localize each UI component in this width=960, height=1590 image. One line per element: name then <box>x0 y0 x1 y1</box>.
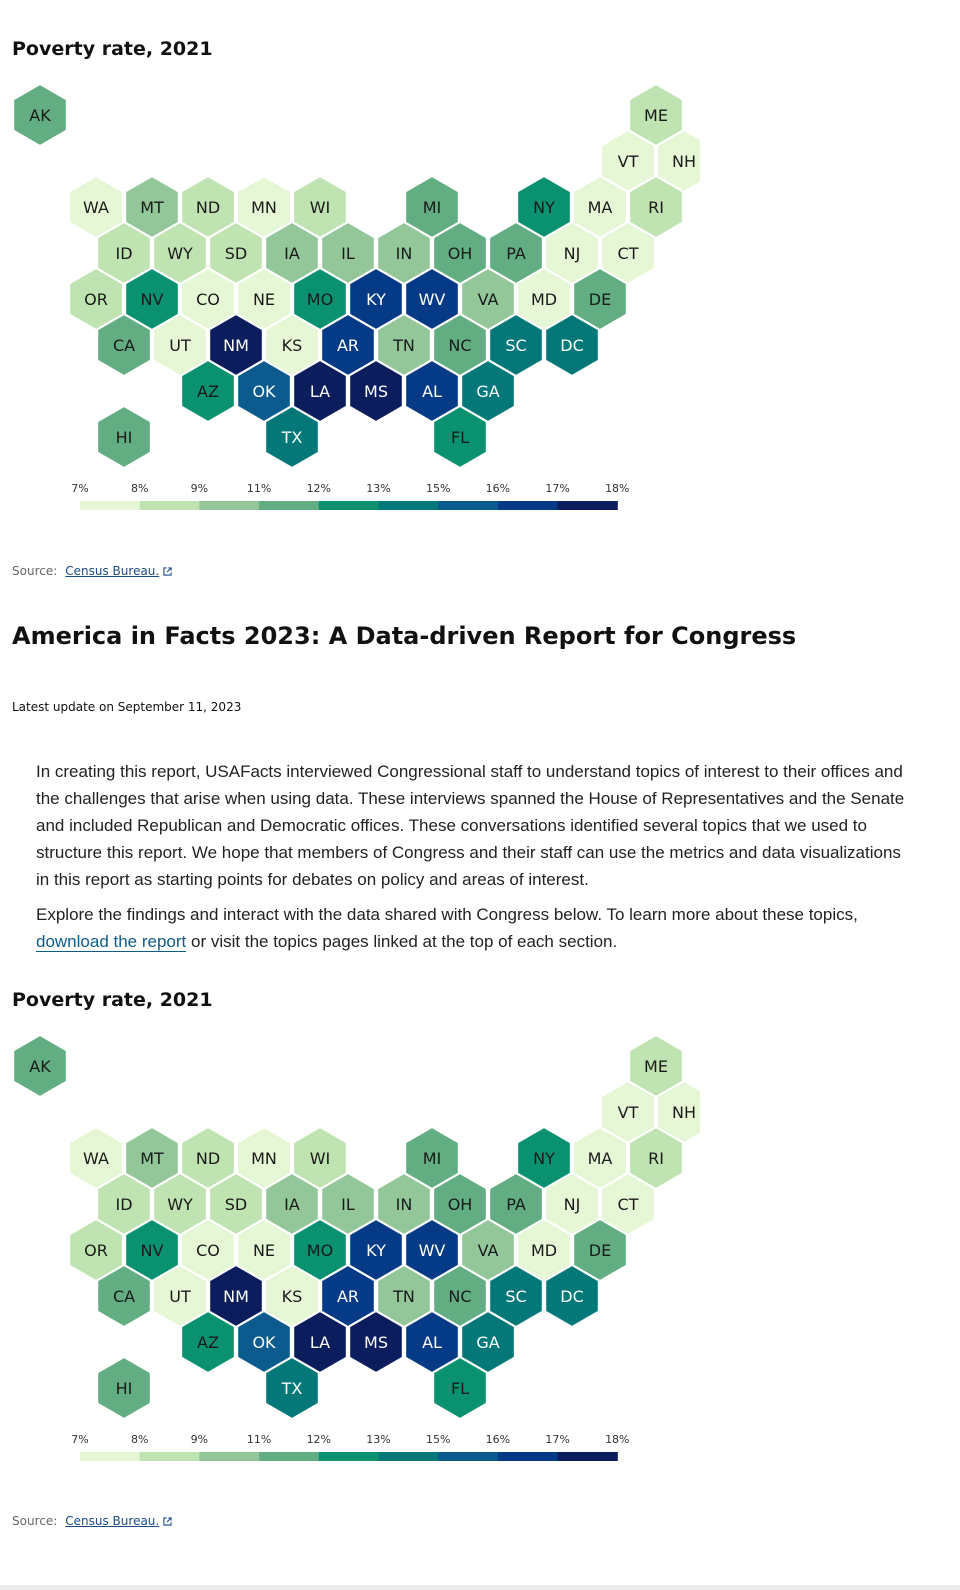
legend-tick-label: 7% <box>71 482 89 495</box>
state-label: MS <box>364 382 388 401</box>
state-hex-hi[interactable] <box>97 1357 151 1419</box>
state-label: SC <box>505 1287 527 1306</box>
state-label: FL <box>450 428 470 447</box>
state-label: DC <box>560 1287 584 1306</box>
legend-swatch <box>259 1452 319 1461</box>
chart-title: Poverty rate, 2021 <box>12 38 213 60</box>
legend-tick-label: 16% <box>485 1433 511 1446</box>
state-label: HI <box>115 1379 133 1398</box>
state-label: ME <box>644 1057 668 1076</box>
state-label: WI <box>309 1149 331 1168</box>
state-hex-ak[interactable] <box>13 84 67 146</box>
legend-swatch <box>80 501 140 510</box>
intro-paragraph-1: In creating this report, USAFacts interviewed Congressional staff to understand topics of interest to their offices and the challenges that arise when using data. These interviews spanned the House of Representatives and the Senate and included Republican and Democratic offices. These conversations identified several topics that we used to structure this report. We hope that members of Congress and their staff can use the metrics and data visualizations in this report as starting points for debates on policy and areas of interest. <box>36 762 905 889</box>
state-label: NC <box>448 336 472 355</box>
state-hex-hi[interactable] <box>97 406 151 468</box>
state-label: SC <box>505 336 527 355</box>
state-label: TX <box>281 428 303 447</box>
state-label: NH <box>672 152 696 171</box>
state-label: MO <box>306 1241 334 1260</box>
state-label: IL <box>341 244 355 263</box>
state-label: WI <box>309 198 331 217</box>
legend-swatch <box>498 501 558 510</box>
download-report-link[interactable]: download the report <box>36 932 187 951</box>
state-label: WY <box>167 1195 193 1214</box>
state-label: NY <box>533 198 555 217</box>
source-line <box>12 564 172 578</box>
state-label: RI <box>648 198 664 217</box>
state-label: MA <box>587 198 613 217</box>
legend-tick-label: 13% <box>366 1433 391 1446</box>
external-link-icon <box>163 567 172 576</box>
state-label: CO <box>196 1241 220 1260</box>
state-label: OH <box>447 244 473 263</box>
legend-tick-label: 12% <box>306 482 332 495</box>
intro-paragraph-2: Explore the findings and interact with the data shared with Congress below. To learn more about these topics, download the report or visit the topics pages linked at the top of each section. <box>36 905 858 951</box>
state-label: AZ <box>197 382 219 401</box>
state-label: MT <box>140 1149 164 1168</box>
source-label: Source: <box>12 1514 58 1528</box>
legend-tick-label: 13% <box>366 482 391 495</box>
legend-tick-label: 12% <box>306 1433 332 1446</box>
legend-swatch <box>319 1452 379 1461</box>
legend-swatch <box>199 501 259 510</box>
page-bottom-bar <box>0 1585 960 1590</box>
state-label: NJ <box>563 1195 581 1214</box>
legend-tick-label: 11% <box>246 482 272 495</box>
legend-tick-label: 8% <box>130 482 149 495</box>
state-label: IA <box>284 1195 300 1214</box>
hex-map <box>0 80 700 475</box>
legend-swatch <box>438 501 498 510</box>
state-label: WA <box>83 198 109 217</box>
legend-swatch <box>379 1452 439 1461</box>
state-label: IL <box>341 1195 355 1214</box>
state-label: UT <box>169 1287 191 1306</box>
legend-tick-label: 9% <box>190 482 209 495</box>
state-label: KS <box>281 1287 303 1306</box>
state-label: FL <box>450 1379 470 1398</box>
legend-tick-label: 15% <box>425 482 451 495</box>
legend-swatch <box>438 1452 498 1461</box>
state-label: VT <box>617 152 639 171</box>
state-label: NY <box>533 1149 555 1168</box>
state-label: LA <box>309 382 331 401</box>
state-label: NH <box>672 1103 696 1122</box>
state-label: VA <box>477 290 499 309</box>
state-label: MD <box>530 290 558 309</box>
state-label: KY <box>366 290 386 309</box>
state-label: WV <box>418 1241 446 1260</box>
state-label: OH <box>447 1195 473 1214</box>
state-label: WA <box>83 1149 109 1168</box>
state-label: CT <box>617 1195 639 1214</box>
state-label: AK <box>29 1057 51 1076</box>
legend-swatch <box>498 1452 558 1461</box>
state-label: CO <box>196 290 220 309</box>
state-label: AR <box>336 1287 360 1306</box>
source-line <box>12 1514 172 1528</box>
state-label: ME <box>644 106 668 125</box>
external-link-icon <box>163 1517 172 1526</box>
report-title: America in Facts 2023: A Data-driven Report for Congress <box>12 622 797 650</box>
legend-tick-label: 17% <box>545 482 570 495</box>
legend-swatch <box>558 1452 618 1461</box>
state-label: UT <box>169 336 191 355</box>
state-label: IA <box>284 244 300 263</box>
state-label: ID <box>115 244 133 263</box>
source-link[interactable]: Census Bureau. <box>65 1514 172 1528</box>
state-label: TX <box>281 1379 303 1398</box>
state-label: MI <box>422 198 442 217</box>
state-label: TN <box>393 1287 415 1306</box>
last-update: Latest update on September 11, 2023 <box>12 700 242 714</box>
state-label: OK <box>252 1333 276 1352</box>
state-label: WY <box>167 244 193 263</box>
state-label: NV <box>140 1241 164 1260</box>
state-label: CA <box>112 336 136 355</box>
legend-swatch <box>379 501 439 510</box>
state-label: AL <box>422 382 442 401</box>
legend-swatch <box>558 501 618 510</box>
state-label: SD <box>224 244 248 263</box>
state-label: OR <box>84 290 108 309</box>
state-label: MN <box>251 1149 277 1168</box>
state-label: MN <box>251 198 277 217</box>
state-label: DE <box>588 290 612 309</box>
color-legend <box>0 478 700 518</box>
state-label: RI <box>648 1149 664 1168</box>
state-label: OR <box>84 1241 108 1260</box>
legend-tick-label: 17% <box>545 1433 570 1446</box>
chart-title: Poverty rate, 2021 <box>12 989 213 1011</box>
state-label: SD <box>224 1195 248 1214</box>
state-label: DC <box>560 336 584 355</box>
state-label: CA <box>112 1287 136 1306</box>
legend-tick-label: 11% <box>246 1433 272 1446</box>
state-label: PA <box>506 1195 526 1214</box>
intro-text <box>36 758 916 963</box>
state-label: KS <box>281 336 303 355</box>
legend-swatch <box>259 501 319 510</box>
state-label: MS <box>364 1333 388 1352</box>
state-label: MO <box>306 290 334 309</box>
legend-swatch <box>319 501 379 510</box>
source-label: Source: <box>12 564 58 578</box>
state-label: NV <box>140 290 164 309</box>
state-label: VT <box>617 1103 639 1122</box>
legend-tick-label: 15% <box>425 1433 451 1446</box>
state-label: MI <box>422 1149 442 1168</box>
state-label: GA <box>476 1333 500 1352</box>
state-label: MA <box>587 1149 613 1168</box>
state-label: NE <box>252 290 276 309</box>
legend-swatch <box>140 501 200 510</box>
legend-swatch <box>140 1452 200 1461</box>
state-label: DE <box>588 1241 612 1260</box>
state-label: IN <box>395 244 413 263</box>
state-label: AZ <box>197 1333 219 1352</box>
state-label: NJ <box>563 244 581 263</box>
state-label: PA <box>506 244 526 263</box>
legend-swatch <box>80 1452 140 1461</box>
state-label: WV <box>418 290 446 309</box>
legend-tick-label: 18% <box>605 1433 630 1446</box>
legend-swatch <box>199 1452 259 1461</box>
state-label: LA <box>309 1333 331 1352</box>
state-label: GA <box>476 382 500 401</box>
state-label: IN <box>395 1195 413 1214</box>
legend-tick-label: 9% <box>190 1433 209 1446</box>
legend-tick-label: 16% <box>485 482 511 495</box>
state-label: AK <box>29 106 51 125</box>
state-label: MD <box>530 1241 558 1260</box>
color-legend <box>0 1429 700 1469</box>
state-label: KY <box>366 1241 386 1260</box>
state-label: NC <box>448 1287 472 1306</box>
state-hex-ak[interactable] <box>13 1035 67 1097</box>
state-label: ND <box>195 1149 221 1168</box>
state-label: ID <box>115 1195 133 1214</box>
state-label: CT <box>617 244 639 263</box>
hex-map <box>0 1031 700 1426</box>
state-label: MT <box>140 198 164 217</box>
state-label: VA <box>477 1241 499 1260</box>
state-label: AL <box>422 1333 442 1352</box>
legend-tick-label: 18% <box>605 482 630 495</box>
state-label: NM <box>223 1287 249 1306</box>
state-label: NE <box>252 1241 276 1260</box>
state-label: HI <box>115 428 133 447</box>
state-label: TN <box>393 336 415 355</box>
source-link[interactable]: Census Bureau. <box>65 564 172 578</box>
legend-tick-label: 7% <box>71 1433 89 1446</box>
legend-tick-label: 8% <box>130 1433 149 1446</box>
state-label: AR <box>336 336 360 355</box>
state-label: NM <box>223 336 249 355</box>
state-label: OK <box>252 382 276 401</box>
state-label: ND <box>195 198 221 217</box>
